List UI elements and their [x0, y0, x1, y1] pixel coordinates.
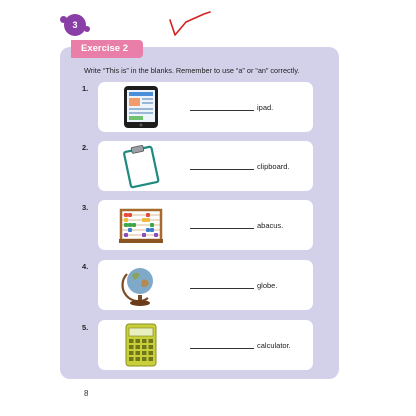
list-item	[98, 82, 313, 132]
item-word: calculator.	[257, 341, 291, 350]
abacus-icon	[118, 202, 164, 248]
item-number: 4.	[82, 262, 89, 271]
item-number: 1.	[82, 84, 89, 93]
answer-blank[interactable]	[190, 169, 254, 170]
globe-icon	[118, 262, 164, 308]
tablet-icon	[118, 84, 164, 130]
calculator-icon	[118, 322, 164, 368]
exercise-title-tab: Exercise 2	[71, 40, 143, 58]
exercise-instructions: Write “This is” in the blanks. Remember to use “a” or “an” correctly.	[84, 66, 300, 75]
red-tick-mark-icon	[166, 8, 216, 38]
item-number: 5.	[82, 323, 89, 332]
answer-blank[interactable]	[190, 348, 254, 349]
clipboard-icon	[118, 143, 164, 189]
item-word: ipad.	[257, 103, 274, 112]
page-badge	[64, 14, 86, 36]
answer-blank[interactable]	[190, 228, 254, 229]
item-word: globe.	[257, 281, 278, 290]
list-item	[98, 141, 313, 191]
item-number: 2.	[82, 143, 89, 152]
list-item	[98, 320, 313, 370]
item-word: abacus.	[257, 221, 284, 230]
answer-blank[interactable]	[190, 110, 254, 111]
answer-blank[interactable]	[190, 288, 254, 289]
list-item	[98, 200, 313, 250]
item-number: 3.	[82, 203, 89, 212]
badge-number: 3	[72, 20, 78, 30]
list-item	[98, 260, 313, 310]
page-number: 8	[84, 389, 89, 398]
item-word: clipboard.	[257, 162, 290, 171]
